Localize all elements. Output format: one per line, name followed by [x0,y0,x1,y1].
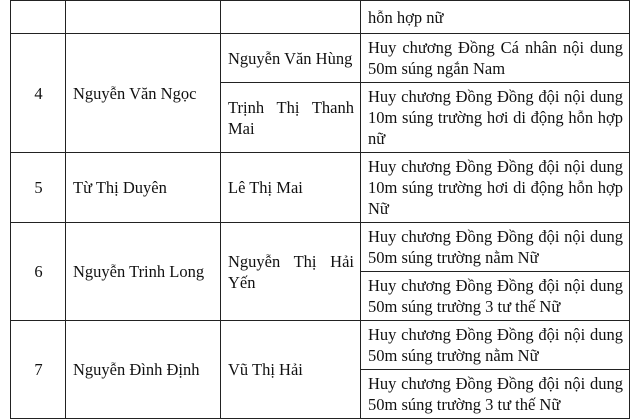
coach-cell [66,1,221,34]
athlete-cell: Vũ Thị Hải [221,321,361,419]
awards-table [10,0,630,419]
award-cell: Huy chương Đồng Đồng đội nội dung 50m súng trường nằm Nữ [361,321,630,370]
number-cell: 6 [11,223,66,321]
athlete-cell: Nguyễn Văn Hùng [221,34,361,83]
award-cell: Huy chương Đồng Đồng đội nội dung 50m súng trường 3 tư thế Nữ [361,272,630,321]
award-cell: hỗn hợp nữ [361,1,630,34]
athlete-cell [221,1,361,34]
award-cell: Huy chương Đồng Đồng đội nội dung 10m súng trường hơi di động hỗn hợp Nữ [361,153,630,223]
coach-cell: Nguyễn Trinh Long [66,223,221,321]
table-row [11,321,630,370]
award-cell: Huy chương Đồng Đồng đội nội dung 50m súng trường nằm Nữ [361,223,630,272]
number-cell: 4 [11,34,66,153]
number-cell: 7 [11,321,66,419]
coach-cell: Nguyễn Văn Ngọc [66,34,221,153]
number-cell: 5 [11,153,66,223]
award-cell: Huy chương Đồng Đồng đội nội dung 50m súng trường 3 tư thế Nữ [361,370,630,419]
number-cell [11,1,66,34]
table-row [11,34,630,83]
table-row [11,223,630,272]
coach-cell: Nguyễn Đình Định [66,321,221,419]
table-row [11,153,630,223]
table-row [11,1,630,34]
athlete-cell: Nguyễn Thị Hải Yến [221,223,361,321]
coach-cell: Từ Thị Duyên [66,153,221,223]
award-cell: Huy chương Đồng Đồng đội nội dung 10m súng trường hơi di động hỗn hợp nữ [361,83,630,153]
award-cell: Huy chương Đồng Cá nhân nội dung 50m súng ngắn Nam [361,34,630,83]
athlete-cell: Trịnh Thị Thanh Mai [221,83,361,153]
athlete-cell: Lê Thị Mai [221,153,361,223]
